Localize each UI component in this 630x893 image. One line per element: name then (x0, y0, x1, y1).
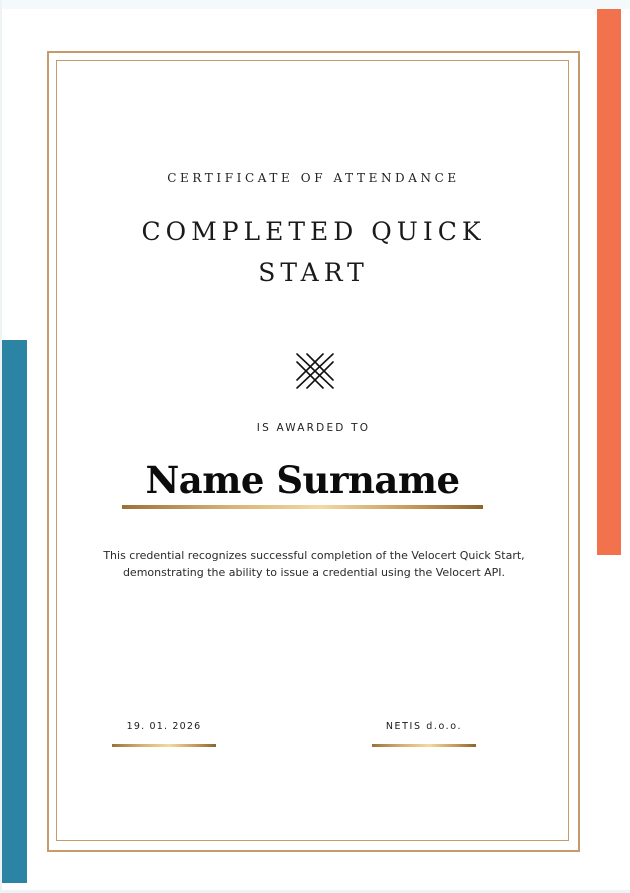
orange-accent-bar (597, 9, 621, 555)
teal-accent-bar (2, 340, 27, 883)
certificate-title-line-2: START (258, 258, 369, 287)
issuer-name: NETIS d.o.o. (385, 721, 463, 732)
recipient-name: Name Surname (145, 458, 460, 502)
issuer-underline (372, 744, 476, 747)
issue-date-underline (112, 744, 216, 747)
recipient-name-underline (122, 505, 483, 509)
certificate-type-label: CERTIFICATE OF ATTENDANCE (167, 171, 460, 185)
certificate-title-line-1: COMPLETED QUICK (141, 217, 486, 246)
certificate-description: This credential recognizes successful completion of the Velocert Quick Start, demonstrating the ability to issue a credential using the Velocert API. (103, 549, 525, 579)
awarded-to-label: IS AWARDED TO (256, 422, 371, 434)
page-top-tint (0, 0, 630, 9)
certificate-title (47, 211, 580, 293)
crossed-lines-icon (294, 351, 336, 391)
issue-date: 19. 01. 2026 (126, 721, 202, 732)
